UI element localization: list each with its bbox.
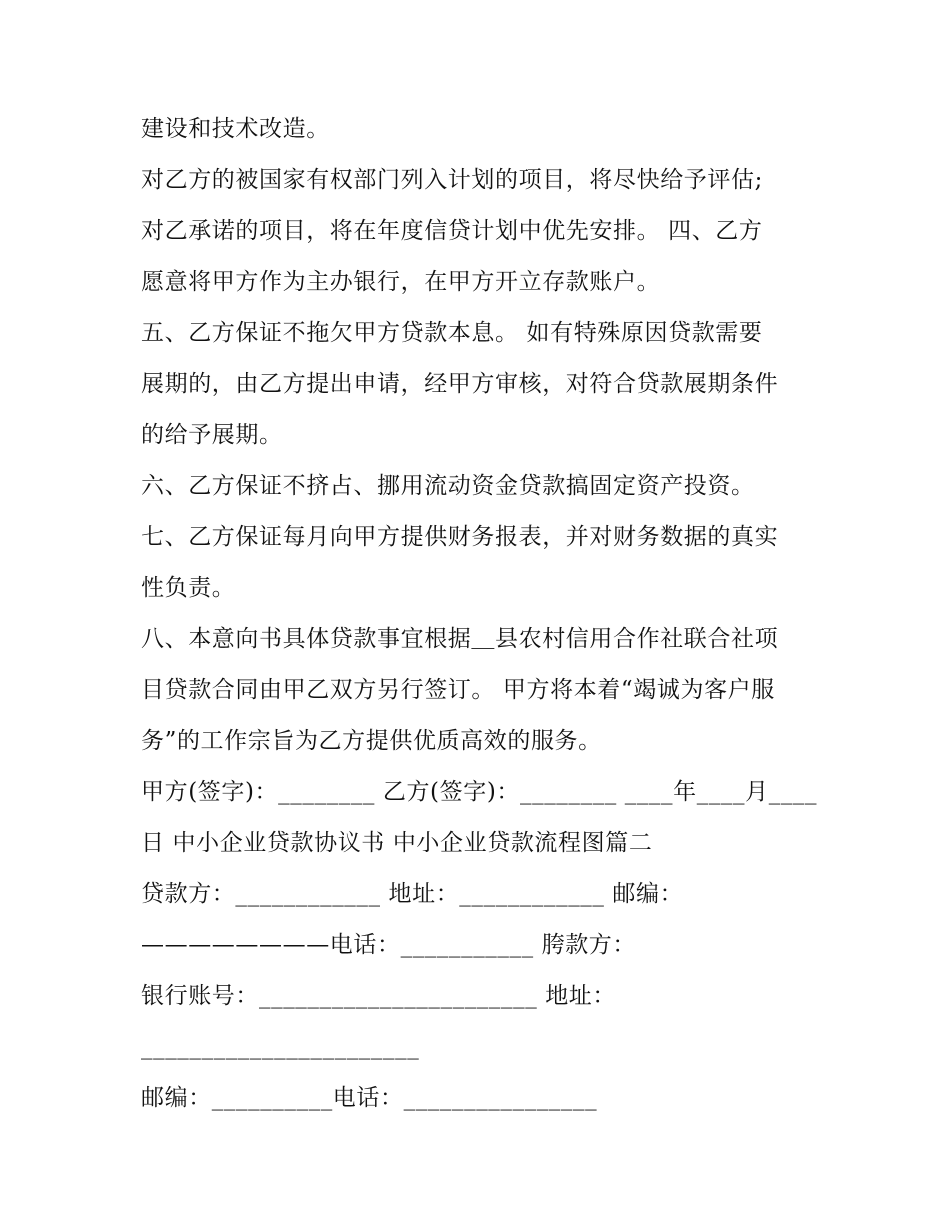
address-blank-line: _______________________ xyxy=(141,1034,420,1060)
lender-info-line: 贷款方：____________ 地址：____________ 邮编： xyxy=(141,881,684,907)
text-line-12: 目贷款合同由甲乙双方另行签订。 甲方将本着“竭诚为客户服 xyxy=(141,677,775,703)
text-line-13: 务”的工作宗旨为乙方提供优质高效的服务。 xyxy=(141,728,602,754)
text-line-3: 对乙承诺的项目，将在年度信贷计划中优先安排。 四、乙方 xyxy=(141,218,763,244)
text-line-1: 建设和技术改造。 xyxy=(141,116,330,142)
postcode-phone-line: 邮编：__________电话：________________ xyxy=(141,1085,598,1111)
text-line-8: 六、乙方保证不挤占、挪用流动资金贷款搞固定资产投资。 xyxy=(141,473,755,499)
signature-line: 甲方(签字)：________ 乙方(签字)：________ ____年____月____ xyxy=(141,779,818,805)
section-title-line: 日 中小企业贷款协议书 中小企业贷款流程图篇二 xyxy=(141,830,653,856)
text-line-2: 对乙方的被国家有权部门列入计划的项目，将尽快给予评估; xyxy=(141,167,763,193)
bank-account-line: 银行账号：_______________________ 地址： xyxy=(141,983,617,1009)
document-body xyxy=(141,104,821,1124)
text-line-10: 性负责。 xyxy=(141,575,236,601)
phone-line: ————————电话：___________ 胯款方： xyxy=(141,932,637,958)
text-line-4: 愿意将甲方作为主办银行，在甲方开立存款账户。 xyxy=(141,269,661,295)
text-line-7: 的给予展期。 xyxy=(141,422,283,448)
text-line-9: 七、乙方保证每月向甲方提供财务报表，并对财务数据的真实 xyxy=(141,524,779,550)
text-line-11: 八、本意向书具体贷款事宜根据＿县农村信用合作社联合社项 xyxy=(141,626,779,652)
text-line-6: 展期的，由乙方提出申请，经甲方审核，对符合贷款展期条件 xyxy=(141,371,779,397)
text-line-5: 五、乙方保证不拖欠甲方贷款本息。 如有特殊原因贷款需要 xyxy=(141,320,763,346)
